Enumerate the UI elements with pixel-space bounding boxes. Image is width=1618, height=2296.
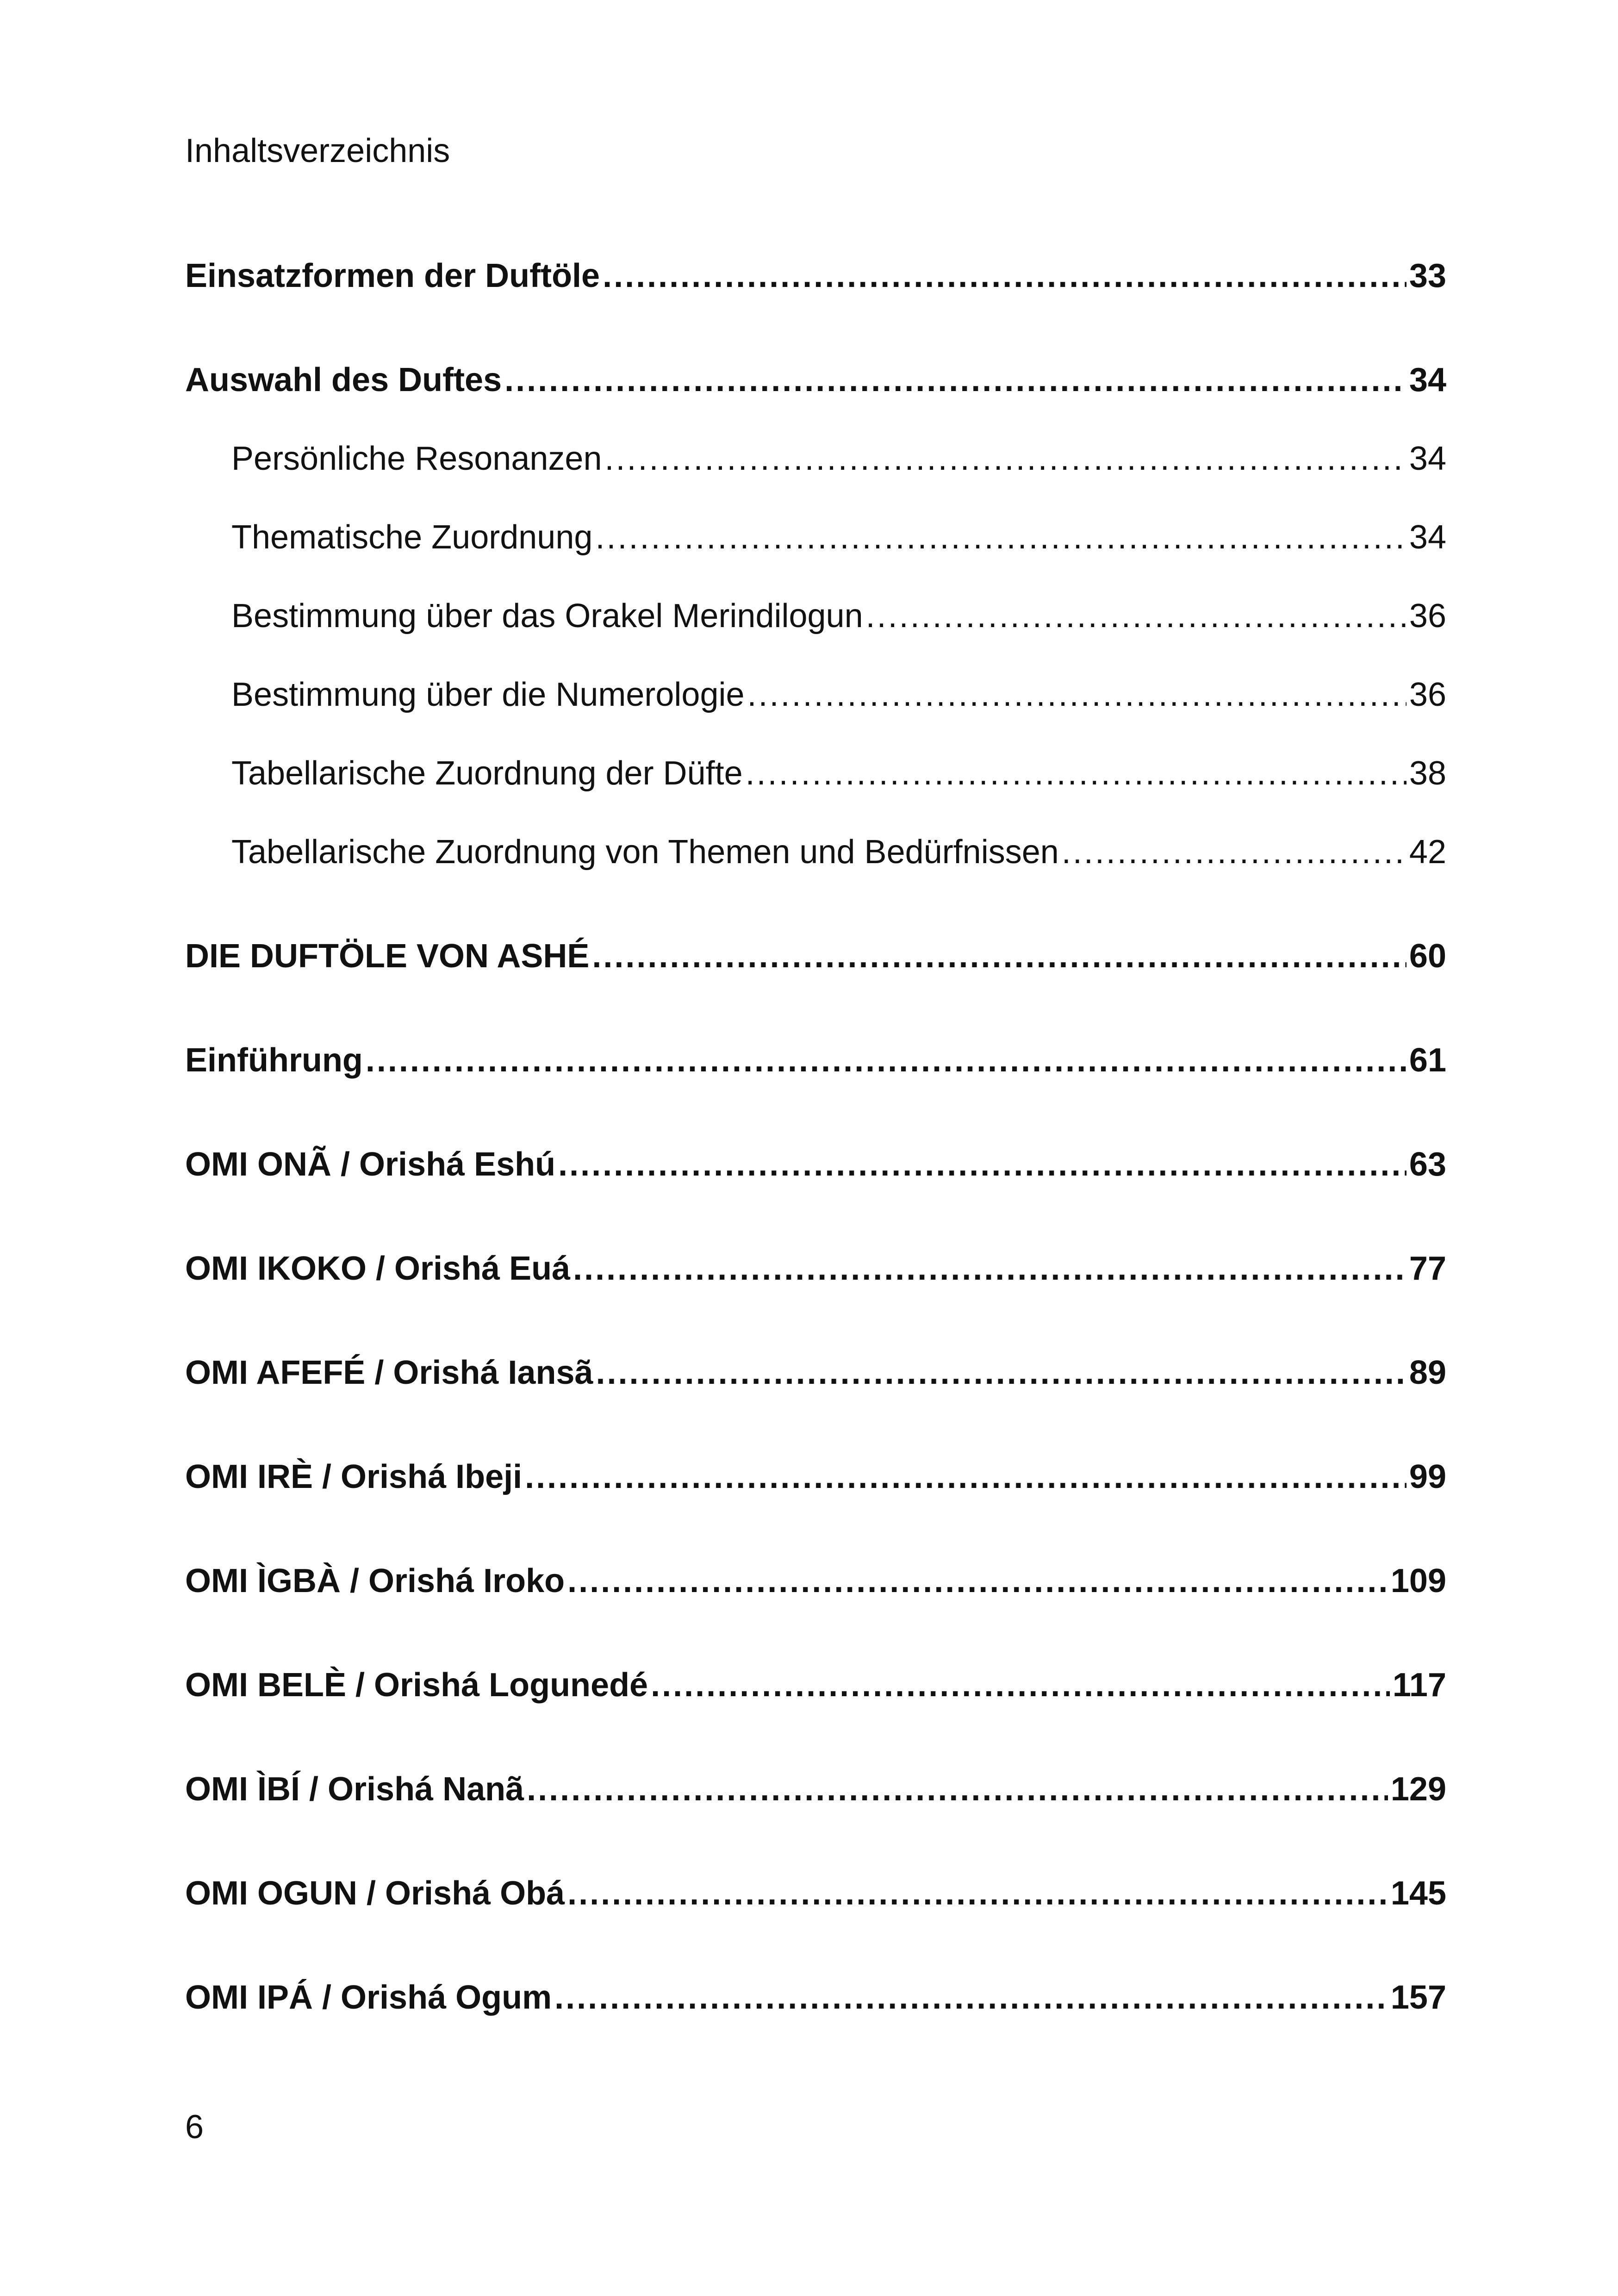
toc-entry-title: Thematische Zuordnung <box>231 519 593 556</box>
toc-entry-title: Einsatzformen der Duftöle <box>185 257 600 294</box>
toc-dot-leader <box>866 599 1406 633</box>
toc-entry-title: Bestimmung über die Numerologie <box>231 676 745 713</box>
toc-entry[interactable] <box>231 678 1446 711</box>
toc-entry[interactable] <box>231 599 1446 633</box>
toc-entry[interactable] <box>185 1252 1446 1285</box>
toc-entry[interactable] <box>185 1044 1446 1077</box>
toc-entry-title: OMI ONÃ / Orishá Eshú <box>185 1146 556 1183</box>
toc-dot-leader <box>554 1981 1388 2014</box>
toc-dot-leader <box>746 757 1406 790</box>
toc-dot-leader <box>525 1460 1406 1493</box>
toc-entry-title: OMI ÌGBÀ / Orishá Iroko <box>185 1562 565 1599</box>
toc-entry-page: 36 <box>1409 676 1446 713</box>
toc-entry-page: 34 <box>1409 440 1446 477</box>
page-number: 6 <box>185 2109 204 2146</box>
toc-dot-leader <box>603 259 1406 292</box>
toc-entry-page: 157 <box>1390 1979 1446 2016</box>
toc-entry[interactable] <box>185 1460 1446 1493</box>
toc-entry-title: OMI IRÈ / Orishá Ibeji <box>185 1458 523 1495</box>
toc-entry-title: OMI ÌBÍ / Orishá Nanã <box>185 1771 524 1808</box>
toc-entry[interactable] <box>185 1877 1446 1910</box>
toc-dot-leader <box>567 1877 1388 1910</box>
toc-entry-title: Persönliche Resonanzen <box>231 440 602 477</box>
toc-entry[interactable] <box>231 442 1446 475</box>
toc-entry[interactable] <box>185 1356 1446 1389</box>
toc-entry-page: 34 <box>1409 361 1446 398</box>
toc-entry[interactable] <box>185 363 1446 397</box>
toc-dot-leader <box>651 1668 1390 1702</box>
toc-dot-leader <box>558 1148 1406 1181</box>
toc-dot-leader <box>747 678 1406 711</box>
toc-entry-title: OMI OGUN / Orishá Obá <box>185 1875 565 1912</box>
page-header: Inhaltsverzeichnis <box>185 132 450 169</box>
toc-entry[interactable] <box>185 259 1446 292</box>
toc-entry-page: 129 <box>1390 1771 1446 1808</box>
toc-entry-title: Tabellarische Zuordnung der Düfte <box>231 755 743 792</box>
toc-entry-page: 109 <box>1390 1562 1446 1599</box>
toc-entry-title: Einführung <box>185 1042 363 1079</box>
toc-entry[interactable] <box>231 521 1446 554</box>
toc-entry-title: Auswahl des Duftes <box>185 361 502 398</box>
toc-entry-page: 33 <box>1409 257 1446 294</box>
toc-entry[interactable] <box>185 1564 1446 1598</box>
toc-dot-leader <box>596 1356 1406 1389</box>
toc-entry[interactable] <box>185 1668 1446 1702</box>
toc-entry-page: 61 <box>1409 1042 1446 1079</box>
toc-entry[interactable] <box>185 1981 1446 2014</box>
toc-entry-page: 89 <box>1409 1354 1446 1391</box>
toc-dot-leader <box>605 442 1406 475</box>
toc-entry[interactable] <box>185 940 1446 973</box>
toc-entry-page: 63 <box>1409 1146 1446 1183</box>
toc-entry-page: 42 <box>1409 834 1446 871</box>
toc-entry-title: OMI IKOKO / Orishá Euá <box>185 1250 571 1287</box>
toc-entry[interactable] <box>185 1148 1446 1181</box>
toc-entry-page: 145 <box>1390 1875 1446 1912</box>
toc-entry-page: 99 <box>1409 1458 1446 1495</box>
toc-dot-leader <box>527 1773 1388 1806</box>
toc-entry[interactable] <box>185 1773 1446 1806</box>
toc-entry-page: 38 <box>1409 755 1446 792</box>
toc-entry-title: OMI BELÈ / Orishá Logunedé <box>185 1667 648 1704</box>
toc-entry-title: Bestimmung über das Orakel Merindilogun <box>231 597 863 635</box>
toc-entry-title: Tabellarische Zuordnung von Themen und Bedürfnissen <box>231 834 1059 871</box>
toc-dot-leader <box>567 1564 1388 1598</box>
toc-entry-page: 34 <box>1409 519 1446 556</box>
toc-dot-leader <box>504 363 1406 397</box>
toc-dot-leader <box>595 521 1406 554</box>
toc-dot-leader <box>366 1044 1406 1077</box>
toc-entry-title: OMI AFEFÉ / Orishá Iansã <box>185 1354 593 1391</box>
toc-entry-page: 36 <box>1409 597 1446 635</box>
toc-entry-title: DIE DUFTÖLE VON ASHÉ <box>185 938 590 975</box>
toc-entry-title: OMI IPÁ / Orishá Ogum <box>185 1979 552 2016</box>
toc-entry-page: 60 <box>1409 938 1446 975</box>
toc-entry-page: 117 <box>1392 1667 1446 1704</box>
toc-entry-page: 77 <box>1409 1250 1446 1287</box>
toc-entry[interactable] <box>231 835 1446 869</box>
toc-dot-leader <box>573 1252 1406 1285</box>
toc-dot-leader <box>1062 835 1406 869</box>
toc-dot-leader <box>592 940 1406 973</box>
toc-entry[interactable] <box>231 757 1446 790</box>
